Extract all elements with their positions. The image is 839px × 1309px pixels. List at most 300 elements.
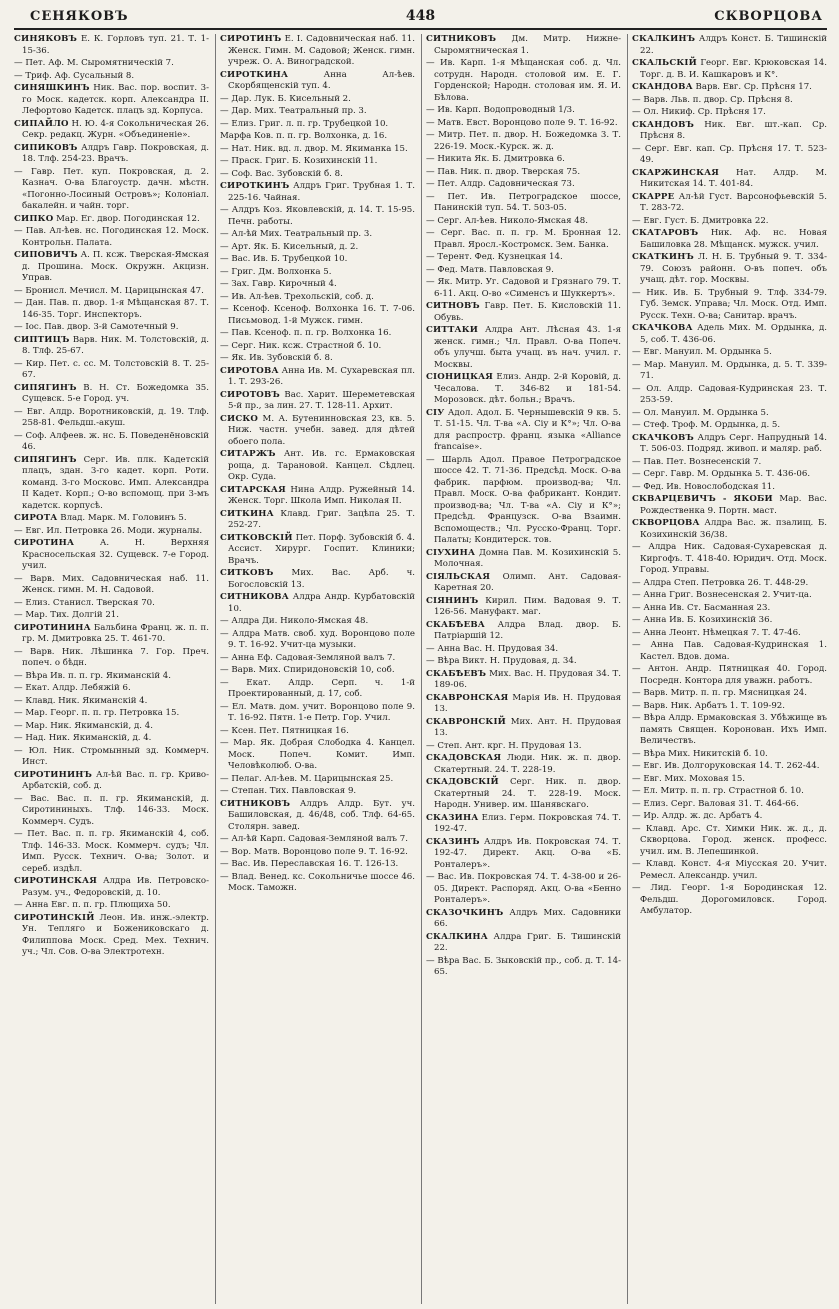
- entry-surname: СИРОТИНИНЪ: [14, 769, 93, 780]
- directory-entry: [220, 847, 415, 859]
- entry-text: — Никита Як. Б. Дмитровка 6.: [426, 154, 565, 164]
- entry-text: — Клавд. Конст. 4-я Міусская 20. Учит. Ремесл. Александр. учил.: [632, 859, 827, 881]
- entry-text: — Анна Ив. Б. Козихинскій 36.: [632, 615, 773, 625]
- directory-entry: [632, 408, 827, 420]
- entry-text: Алдра Григ. Б. Тишинскій 22.: [434, 931, 621, 953]
- entry-text: — Елиз. Серг. Валовая 31. Т. 464-66.: [632, 798, 799, 809]
- entry-text: — Елиз. Станисл. Тверская 70.: [14, 597, 155, 608]
- entry-text: — Вас. Ив. Покровская 74. Т. 4-38-00 и 26-05. Директ. Распоряд. Акц. О-ва «Бенно Ронталеръ».: [426, 872, 621, 905]
- entry-text: Адель Мих. М. Ордынка, д. 5, соб. Т. 436-06.: [640, 323, 827, 345]
- entry-text: Варв. Евг. Ср. Прѣсня 17.: [692, 82, 812, 92]
- directory-entry: [14, 286, 209, 298]
- directory-entry: [426, 717, 621, 740]
- directory-entry: [14, 513, 209, 525]
- directory-entry: [426, 167, 621, 179]
- directory-entry: [14, 696, 209, 708]
- directory-entry: [14, 538, 209, 573]
- entry-text: — Як. Митр. Уг. Садовой и Грязнаго 79. Т. 6-11. Акц. О-во «Сименсъ и Шуккертъ».: [426, 277, 621, 299]
- entry-text: Мар. Вас. Рождественка 9. Портн. маст.: [640, 494, 827, 516]
- entry-text: — Ел. Митр. п. п. гр. Страстной б. 10.: [632, 786, 804, 796]
- entry-surname: СИПЯГИНЪ: [14, 454, 77, 465]
- directory-entry: [426, 777, 621, 812]
- directory-entry: [220, 279, 415, 291]
- directory-entry: [426, 548, 621, 571]
- entry-text: Бальбина Франц. ж. п. п. гр. М. Дмитровка 25. Т. 461-70.: [22, 622, 209, 644]
- entry-text: — Кир. Пет. с. сс. М. Толстовскій 8. Т. 25-67.: [14, 358, 209, 380]
- entry-text: — Вас. Ив. Переславская 16. Т. 126-13.: [220, 859, 399, 869]
- directory-entry: [632, 713, 827, 748]
- entry-text: — Ив. Карп. Водопроводный 1/3.: [426, 105, 575, 115]
- entry-text: — Праск. Григ. Б. Козихинскій 11.: [220, 156, 378, 166]
- entry-surname: СКАНДОВЪ: [632, 119, 694, 130]
- entry-text: — Пав. Ал-ѣев. нс. Погодинская 12. Моск. Контрольн. Палата.: [14, 226, 209, 248]
- directory-entry: [220, 144, 415, 156]
- directory-entry: [14, 214, 209, 226]
- entry-text: А. П. ксж. Тверская-Ямская д. Прошина. Моск. Окружн. Акцизн. Управ.: [22, 250, 209, 283]
- directory-entry: [220, 859, 415, 871]
- entry-text: — Юл. Ник. Стромынный зд. Коммерч. Инст.: [14, 745, 209, 767]
- directory-entry: [220, 616, 415, 628]
- entry-surname: СКВОРЦОВА: [632, 518, 700, 528]
- column-2: [215, 34, 415, 1304]
- entry-surname: СИРОТКИНЪ: [220, 181, 290, 191]
- directory-entry: [632, 859, 827, 882]
- directory-entry: [14, 431, 209, 454]
- directory-entry: [14, 71, 209, 83]
- entry-text: — Евг. Алдр. Воротниковскій, д. 19. Тлф. 258-81. Фельдш.-акуш.: [14, 406, 209, 428]
- entry-text: — Екат. Алдр. Лебяжій 6.: [14, 683, 131, 693]
- entry-text: — Вѣра Ив. п. п. гр. Якиманскій 4.: [14, 670, 171, 681]
- entry-text: Домна Пав. М. Козихинскій 5. Молочная.: [434, 547, 621, 569]
- entry-surname: СИРОТОВЪ: [220, 389, 280, 400]
- directory-entry: [426, 192, 621, 215]
- directory-entry: [632, 120, 827, 143]
- directory-entry: [14, 250, 209, 285]
- entry-text: — Клавд. Арс. Ст. Химки Ник. ж. д., д. Скворцова. Город. женск. професс. учил. им. В. Лепешинкой.: [632, 823, 827, 857]
- entry-text: — Алдра Ди. Николо-Ямская 48.: [220, 616, 369, 626]
- directory-entry: [220, 70, 415, 93]
- directory-entry: [632, 774, 827, 786]
- directory-entry: [632, 542, 827, 577]
- entry-text: Алдра Ив. Петровско-Разум. уч., Федоровскій, д. 10.: [22, 876, 209, 898]
- entry-text: Е. К. Горловъ туп. 21. Т. 1-15-36.: [22, 34, 209, 56]
- directory-entry: [426, 265, 621, 277]
- directory-entry: [426, 228, 621, 251]
- directory-entry: [632, 34, 827, 57]
- entry-surname: СКАЧКОВЪ: [632, 432, 694, 443]
- directory-entry: [14, 574, 209, 597]
- entry-surname: СИТТАКИ: [426, 325, 479, 335]
- entry-surname: СКАДОВСКІЙ: [426, 777, 499, 787]
- entry-surname: СИПТИЦЪ: [14, 334, 70, 345]
- directory-entry: [14, 829, 209, 875]
- entry-text: Алдръ Гавр. Покровская, д. 18. Тлф. 254-23. Врачъ.: [22, 142, 209, 164]
- directory-entry: [220, 834, 415, 846]
- entry-text: — Ив. Ал-ѣев. Трехольскій, соб. д.: [220, 291, 374, 302]
- entry-surname: СИПИКОВЪ: [14, 142, 78, 153]
- entry-text: — Ол. Мануил. М. Ордынка 5.: [632, 407, 769, 418]
- entry-text: Мих. Ант. Н. Прудовая 13.: [434, 716, 621, 738]
- directory-entry: [14, 167, 209, 213]
- directory-entry: [426, 908, 621, 931]
- entry-text: — Зах. Гавр. Кирочный 4.: [220, 279, 337, 289]
- entry-text: — Ал-ѣй Карп. Садовая-Земляной валъ 7.: [220, 834, 408, 844]
- entry-text: Ал-ѣй Густ. Варсонофьевскій 5. Т. 283-72.: [640, 191, 827, 213]
- directory-entry: [632, 95, 827, 107]
- entry-text: Елиз. Герм. Покровская 74. Т. 192-47.: [434, 812, 621, 834]
- entry-text: — Варв. Митр. п. п. гр. Мясницкая 24.: [632, 688, 807, 698]
- entry-surname: СИРОТИНСКАЯ: [14, 876, 97, 886]
- directory-entry: [220, 267, 415, 279]
- entry-text: — Пав. Ник. п. двор. Тверская 75.: [426, 166, 581, 177]
- entry-text: — Пет. Ив. Петроградское шоссе, Панинскій туп. 54. Т. 503-05.: [426, 191, 621, 213]
- directory-entry: [632, 457, 827, 469]
- entry-text: Ник. Аф. нс. Новая Башиловка 28. Мѣщанск. мужск. учил.: [640, 228, 827, 250]
- directory-entry: [632, 883, 827, 918]
- directory-entry: [632, 701, 827, 713]
- directory-entry: [632, 786, 827, 798]
- entry-text: — Анна Ив. Ст. Басманная 23.: [632, 602, 771, 613]
- entry-text: — Шарль Адол. Правое Петроградское шоссе 42. Т. 71-36. Предсѣд. Моск. О-ва фабрик. парфюм. производ-ва; Чл. Правл. Моск. О-ва фабрикант. Кондит. производ-ва; Чл. Т-ва «А. Сіу и К°»; Предсѣд. Французск. О-ва Взаимн. Вспомоществ.; Чл. Русско-Франц. Торг. Палаты; Кондитерск. тов.: [426, 454, 621, 545]
- directory-entry: [426, 105, 621, 117]
- directory-entry: [14, 610, 209, 622]
- entry-text: Кирил. Пим. Вадовая 9. Т. 126-56. Мануфакт. маг.: [434, 595, 621, 617]
- directory-entry: [632, 590, 827, 602]
- directory-entry: [220, 242, 415, 254]
- directory-entry: [632, 749, 827, 761]
- entry-surname: СКАЛКИНЪ: [632, 34, 696, 44]
- entry-surname: СИРОТА: [14, 513, 58, 523]
- directory-entry: [14, 83, 209, 118]
- entry-text: Пет. Порф. Зубовскій б. 4. Ассист. Хирург. Госпит. Клиники; Врачъ.: [228, 532, 415, 566]
- directory-entry: [426, 656, 621, 668]
- entry-surname: СКАЗИНЪ: [426, 836, 480, 847]
- directory-entry: [220, 106, 415, 118]
- directory-entry: [14, 721, 209, 733]
- entry-text: Нат. Алдр. М. Никитская 14. Т. 401-84.: [640, 167, 827, 189]
- directory-entry: [14, 900, 209, 912]
- directory-entry: [426, 956, 621, 979]
- directory-entry: [14, 34, 209, 57]
- directory-entry: [220, 304, 415, 327]
- directory-entry: [426, 644, 621, 656]
- entry-text: — Елиз. Григ. л. п. гр. Трубецкой 10.: [220, 118, 389, 129]
- entry-text: — Фед. Ив. Новослободская 11.: [632, 481, 775, 492]
- entry-text: Н. Ю. 4-я Сокольническая 26. Секр. редакц. Журн. «Объединеніе».: [22, 118, 209, 140]
- directory-entry: [632, 323, 827, 346]
- entry-surname: СИРОТОВА: [220, 365, 279, 376]
- entry-text: — Пав. Пет. Вознесенскій 7.: [632, 456, 762, 467]
- entry-text: Алдръ Мих. Садовники 66.: [434, 907, 621, 929]
- entry-text: Алдра Влад. двор. Б. Патріаршій 12.: [434, 619, 621, 641]
- entry-surname: СІУ: [426, 407, 445, 418]
- entry-surname: СИНЯКОВЪ: [14, 34, 78, 44]
- entry-surname: СКАЗОЧКИНЪ: [426, 907, 504, 918]
- entry-surname: СИПОВИЧЪ: [14, 250, 78, 260]
- entry-text: М. А. Бутенинновская 23, кв. 5. Ниж. частн. учебн. завед. для дѣтей обоего пола.: [228, 413, 415, 447]
- entry-surname: СИТАРЖЪ: [220, 449, 276, 459]
- entry-surname: СКАЛЬСКІЙ: [632, 58, 697, 68]
- entry-surname: СКАВРОНСКІЙ: [426, 716, 506, 727]
- directory-entry: [220, 34, 415, 69]
- entry-text: Олимп. Ант. Садовая-Каретная 20.: [434, 571, 621, 593]
- entry-text: — Мар. Тих. Долгій 21.: [14, 610, 119, 620]
- entry-text: Елиз. Андр. 2-й Коровій, д. Чесалова. Т. 346-82 и 181-54. Морозовск. дѣт. больн.; Врачъ.: [434, 372, 621, 405]
- entry-surname: СКАТКИНЪ: [632, 252, 694, 262]
- entry-text: — Арт. Як. Б. Кисельный, д. 2.: [220, 241, 359, 252]
- directory-entry: [426, 130, 621, 153]
- directory-entry: [14, 671, 209, 683]
- directory-entry: [426, 669, 621, 692]
- entry-text: — Митр. Пет. п. двор. Н. Божедомка 3. Т. 226-19. Моск.-Курск. ж. д.: [426, 130, 621, 152]
- entry-text: — Анна Вас. Н. Прудовая 34.: [426, 643, 559, 654]
- entry-text: — Серг. Ал-ѣев. Николо-Ямская 48.: [426, 215, 588, 226]
- entry-text: Гавр. Пет. Б. Кисловскій 11. Обувь.: [434, 301, 621, 323]
- entry-text: — Над. Ник. Якиманскій, д. 4.: [14, 733, 152, 743]
- directory-entry: [426, 693, 621, 716]
- directory-entry: [220, 485, 415, 508]
- entry-text: — Варв. Льв. п. двор. Ср. Прѣсня 8.: [632, 94, 793, 105]
- entry-surname: СИТКОВЪ: [220, 568, 274, 578]
- entry-text: Алдра Андр. Курбатовскій 10.: [228, 592, 415, 614]
- entry-text: — Дар. Лук. Б. Кисельный 2.: [220, 93, 351, 104]
- column-4: [627, 34, 827, 1304]
- entry-surname: СКАРЖИНСКАЯ: [632, 167, 720, 178]
- entry-text: — Мар. Мануил. М. Ордынка, д. 5. Т. 339-71.: [632, 359, 827, 381]
- directory-entry: [14, 683, 209, 695]
- directory-entry: [220, 509, 415, 532]
- entry-text: Анна Ал-ѣев. Скорбященскій туп. 4.: [228, 69, 415, 91]
- entry-text: Мих. Вас. Арб. ч. Богословскій 13.: [228, 568, 415, 590]
- directory-entry: [14, 58, 209, 70]
- entry-surname: СИСКО: [220, 413, 259, 424]
- entry-surname: СИТНИКОВА: [220, 592, 289, 602]
- entry-surname: СКАБѢЕВА: [426, 619, 485, 630]
- column-3: [421, 34, 621, 1304]
- directory-entry: [14, 383, 209, 406]
- entry-text: — Антон. Андр. Пятницкая 40. Город. Посредн. Контора для уважн. работъ.: [632, 664, 827, 686]
- directory-entry: [220, 292, 415, 304]
- directory-entry: [632, 192, 827, 215]
- directory-entry: [220, 774, 415, 786]
- directory-entry: [632, 615, 827, 627]
- directory-entry: [220, 702, 415, 725]
- entry-text: Леон. Ив. инж.-электр. Ун. Тепляго и Божениковскаго д. Филиппова Моск. Сред. Мех. Технич. уч.; Чл. Сов. О-ва Электротехн.: [22, 912, 209, 957]
- directory-entry: [632, 761, 827, 773]
- entry-text: — Вѣра Вас. Б. Зыковскій пр., соб. д. Т. 14-65.: [426, 955, 621, 977]
- directory-entry: [14, 298, 209, 321]
- entry-text: — Алдра Ник. Садовая-Сухаревская д. Киргофъ. Т. 418-40. Юридич. Отд. Моск. Город. Управы.: [632, 542, 827, 575]
- entry-surname: СКАДОВСКАЯ: [426, 753, 502, 763]
- entry-text: — Дан. Пав. п. двор. 1-я Мѣщанская 87. Т. 146-35. Торг. Инспекторъ.: [14, 298, 209, 320]
- directory-entry: [632, 469, 827, 481]
- directory-entry: [426, 372, 621, 407]
- directory-entry: [220, 653, 415, 665]
- directory-entry: [220, 449, 415, 484]
- entry-surname: СКАЛКИНА: [426, 931, 488, 942]
- entry-text: Анна Ив. М. Сухаревская пл. 1. Т. 293-26.: [228, 365, 415, 387]
- entry-text: — Екат. Алдр. Серп. ч. 1-й Проектированный, д. 17, соб.: [220, 677, 415, 699]
- page-number: 448: [405, 8, 436, 24]
- directory-entry: [632, 58, 827, 81]
- entry-text: — Степ. Ант. крг. Н. Прудовая 13.: [426, 740, 582, 751]
- entry-surname: СІЯНИНЪ: [426, 595, 479, 606]
- entry-text: — Евг. Ив. Долгоруковская 14. Т. 262-44.: [632, 761, 820, 771]
- entry-text: Влад. Марк. М. Головинъ 5.: [57, 513, 187, 523]
- entry-text: — Влад. Венед. кс. Сокольничье шоссе 46. Моск. Таможн.: [220, 871, 415, 893]
- entry-text: — Ив. Карп. 1-я Мѣщанская соб. д. Чл. сотрудн. Народн. столовой им. Е. Г. Горденской; Народн. столовая им. Я. И. Бѣлова.: [426, 58, 621, 103]
- directory-entry: [632, 384, 827, 407]
- columns: [14, 34, 827, 1304]
- entry-text: — Ксеноф. Ксеноф. Волхонка 16. Т. 7-06. Письмовод. 1-й Мужск. гимн.: [220, 304, 415, 326]
- entry-text: Алдръ Серг. Напрудный 14. Т. 506-03. Подряд. живоп. и маляр. раб.: [640, 432, 827, 454]
- entry-surname: СИРОТКИНА: [220, 69, 289, 80]
- directory-entry: [14, 526, 209, 538]
- entry-text: — Варв. Ник. Лѣшинка 7. Гор. Преч. попеч. о бѣдн.: [14, 646, 209, 668]
- entry-text: — Варв. Ник. Арбатъ 1. Т. 109-92.: [632, 700, 785, 711]
- entry-text: Вас. Харит. Шереметевская 5-й пр., за лин. 27. Т. 128-11. Архит.: [228, 389, 415, 411]
- directory-entry: [14, 770, 209, 793]
- entry-surname: СИТНИКОВЪ: [426, 34, 497, 44]
- entry-text: — Вас. Вас. п. п. гр. Якиманскій, д. Сиротининыхъ. Тлф. 146-33. Моск. Коммерч. Судъ.: [14, 793, 209, 827]
- directory-entry: [220, 872, 415, 895]
- column-1: [14, 34, 209, 1304]
- directory-entry: [14, 876, 209, 899]
- entry-text: Л. Н. Б. Трубный 9. Т. 334-79. Союзъ районн. О-въ попеч. объ учащ. дѣт. гор. Москвы.: [640, 252, 827, 285]
- directory-entry: [426, 216, 621, 228]
- entry-text: — Гавр. Пет. куп. Покровская, д. 2. Казнач. О-ва Благоустр. дачн. мѣстн. «Погонно-Лосиный Островъ»; Колоніал. бакалейн. и чайн. торг.: [14, 166, 209, 211]
- entry-text: — Дар. Мих. Театральный пр. 3.: [220, 106, 367, 116]
- directory-entry: [14, 708, 209, 720]
- entry-text: — Серг. Евг. кап. Ср. Прѣсня 17. Т. 523-49.: [632, 143, 827, 165]
- entry-text: — Алдръ Коз. Яковлевскій, д. 14. Т. 15-95. Печн. работы.: [220, 205, 415, 227]
- directory-entry: [14, 119, 209, 142]
- directory-entry: [426, 872, 621, 907]
- entry-text: — Фед. Матв. Павловская 9.: [426, 264, 554, 275]
- entry-text: В. Н. Ст. Божедомка 35. Сущевск. 5-е Город. уч.: [22, 382, 209, 404]
- directory-entry: [220, 414, 415, 449]
- entry-text: — Мар. Як. Добрая Слободка 4. Канцел. Моск. Попеч. Комит. Имп. Человѣколюб. О-ва.: [220, 738, 415, 771]
- directory-entry: [632, 360, 827, 383]
- directory-entry: [220, 568, 415, 591]
- directory-entry: [632, 799, 827, 811]
- entry-text: — Алдра Степ. Петровка 26. Т. 448-29.: [632, 577, 809, 588]
- directory-entry: [220, 341, 415, 353]
- directory-entry: [632, 482, 827, 494]
- directory-entry: [220, 119, 415, 131]
- directory-entry: [426, 620, 621, 643]
- directory-entry: [14, 226, 209, 249]
- directory-entry: [632, 216, 827, 228]
- entry-surname: СКВАРЦЕВИЧЪ - ЯКОБИ: [632, 494, 773, 504]
- entry-text: Е. І. Садовническая наб. 11. Женск. Гимн. М. Садовой; Женск. гимн. учреж. О. А. Виноградской.: [228, 34, 415, 67]
- entry-text: — Як. Ив. Зубовскій б. 8.: [220, 353, 333, 363]
- entry-text: — Матв. Евст. Воронцово поле 9. Т. 16-92.: [426, 117, 618, 128]
- entry-text: — Вор. Матв. Воронцово поле 9. Т. 16-92.: [220, 846, 408, 857]
- directory-entry: [14, 913, 209, 959]
- entry-text: — Бронисл. Мечисл. М. Царицынская 47.: [14, 285, 204, 296]
- page-header: [14, 6, 827, 30]
- directory-entry: [14, 647, 209, 670]
- directory-entry: [426, 154, 621, 166]
- directory-entry: [632, 107, 827, 119]
- directory-entry: [220, 799, 415, 834]
- directory-entry: [426, 408, 621, 454]
- entry-text: Алдра Вас. ж. пзалищ. Б. Козихинскій 36/38.: [640, 518, 827, 540]
- entry-text: Алдра Ант. Лѣсная 43. 1-я женск. гимн.; Чл. Правл. О-ва Попеч. объ улучш. быта учащ. въ нач. учил. г. Москвы.: [434, 325, 621, 370]
- directory-entry: [220, 94, 415, 106]
- directory-entry: [632, 144, 827, 167]
- entry-text: — Степан. Тих. Павловская 9.: [220, 786, 357, 796]
- entry-text: — Мар. Ник. Якиманскій, д. 4.: [14, 720, 153, 731]
- entry-text: — Ел. Матв. дом. учит. Воронцово поле 9. Т. 16-92. Пятн. 1-е Петр. Гор. Учил.: [220, 701, 415, 723]
- entry-text: Ник. Вас. пор. воспит. 3-го Моск. кадетск. корп. Александра II. Лефортово Кадетск. плацъ зд. Корпуса.: [22, 83, 209, 116]
- entry-text: — Пав. Ксеноф. п. п. гр. Волхонка 16.: [220, 328, 392, 338]
- directory-entry: [14, 322, 209, 334]
- directory-entry: [220, 229, 415, 241]
- entry-text: Мих. Вас. Н. Прудовая 34. Т. 189-06.: [434, 668, 621, 690]
- entry-text: Мар. Ег. двор. Погодинская 12.: [53, 213, 200, 224]
- directory-entry: [426, 753, 621, 776]
- entry-text: — Пет. Аф. М. Сыромятническій 7.: [14, 58, 174, 68]
- directory-entry: [14, 407, 209, 430]
- directory-entry: [426, 455, 621, 547]
- entry-surname: СКАБѢЕВЪ: [426, 668, 487, 679]
- entry-surname: СИПЯГИНЪ: [14, 382, 77, 393]
- directory-entry: [426, 932, 621, 955]
- directory-entry: [14, 733, 209, 745]
- directory-entry: [632, 168, 827, 191]
- entry-text: — Евг. Мануил. М. Ордынка 5.: [632, 347, 772, 357]
- entry-surname: СИТКИНА: [220, 508, 274, 519]
- directory-entry: [220, 533, 415, 568]
- entry-surname: СИТНОВЪ: [426, 301, 480, 311]
- directory-entry: [426, 596, 621, 619]
- directory-entry: [632, 578, 827, 590]
- entry-text: — Стеф. Троф. М. Ордынка, д. 5.: [632, 420, 781, 430]
- directory-entry: [632, 640, 827, 663]
- directory-entry: [14, 335, 209, 358]
- entry-surname: СІОНИЦКАЯ: [426, 372, 494, 382]
- entry-text: — Евг. Ил. Петровка 26. Моди. журналы.: [14, 525, 203, 536]
- directory-entry: [426, 301, 621, 324]
- directory-entry: [220, 678, 415, 701]
- directory-entry: [14, 746, 209, 769]
- directory-entry: [220, 390, 415, 413]
- directory-entry: [220, 169, 415, 181]
- directory-entry: [426, 325, 621, 371]
- entry-surname: СІЯЛЬСКАЯ: [426, 571, 491, 582]
- directory-entry: [220, 181, 415, 204]
- directory-entry: [632, 811, 827, 823]
- entry-surname: СІУХИНА: [426, 547, 476, 558]
- entry-text: Марія Ив. Н. Прудовая 13.: [434, 692, 621, 714]
- directory-entry: [220, 592, 415, 615]
- entry-text: — Серг. Ник. ксж. Страстной б. 10.: [220, 340, 382, 351]
- entry-text: — Терент. Фед. Кузнецкая 14.: [426, 252, 563, 262]
- directory-entry: [220, 738, 415, 773]
- entry-text: Ал-ѣй Вас. п. гр. Криво-Арбатскій, соб. д.: [22, 769, 209, 791]
- entry-surname: СИРОТИНСКІЙ: [14, 912, 95, 923]
- directory-entry: [632, 433, 827, 456]
- entry-surname: СИРОТИНА: [14, 538, 75, 548]
- entry-surname: СКАЧКОВА: [632, 323, 693, 333]
- directory-entry: [632, 82, 827, 94]
- entry-text: — Пет. Вас. п. п. гр. Якиманскій 4, соб. Тлф. 146-33. Моск. Коммерч. судъ; Чл. Имп. Русск. Технич. О-ва; Золот. и сереб. издѣл.: [14, 829, 209, 874]
- entry-text: — Вас. Ив. Б. Трубецкой 10.: [220, 254, 348, 264]
- entry-text: — Анна Леонт. Нѣмецкая 7. Т. 47-46.: [632, 627, 801, 638]
- entry-text: — Пелаг. Ал-ѣев. М. Царицынская 25.: [220, 773, 394, 784]
